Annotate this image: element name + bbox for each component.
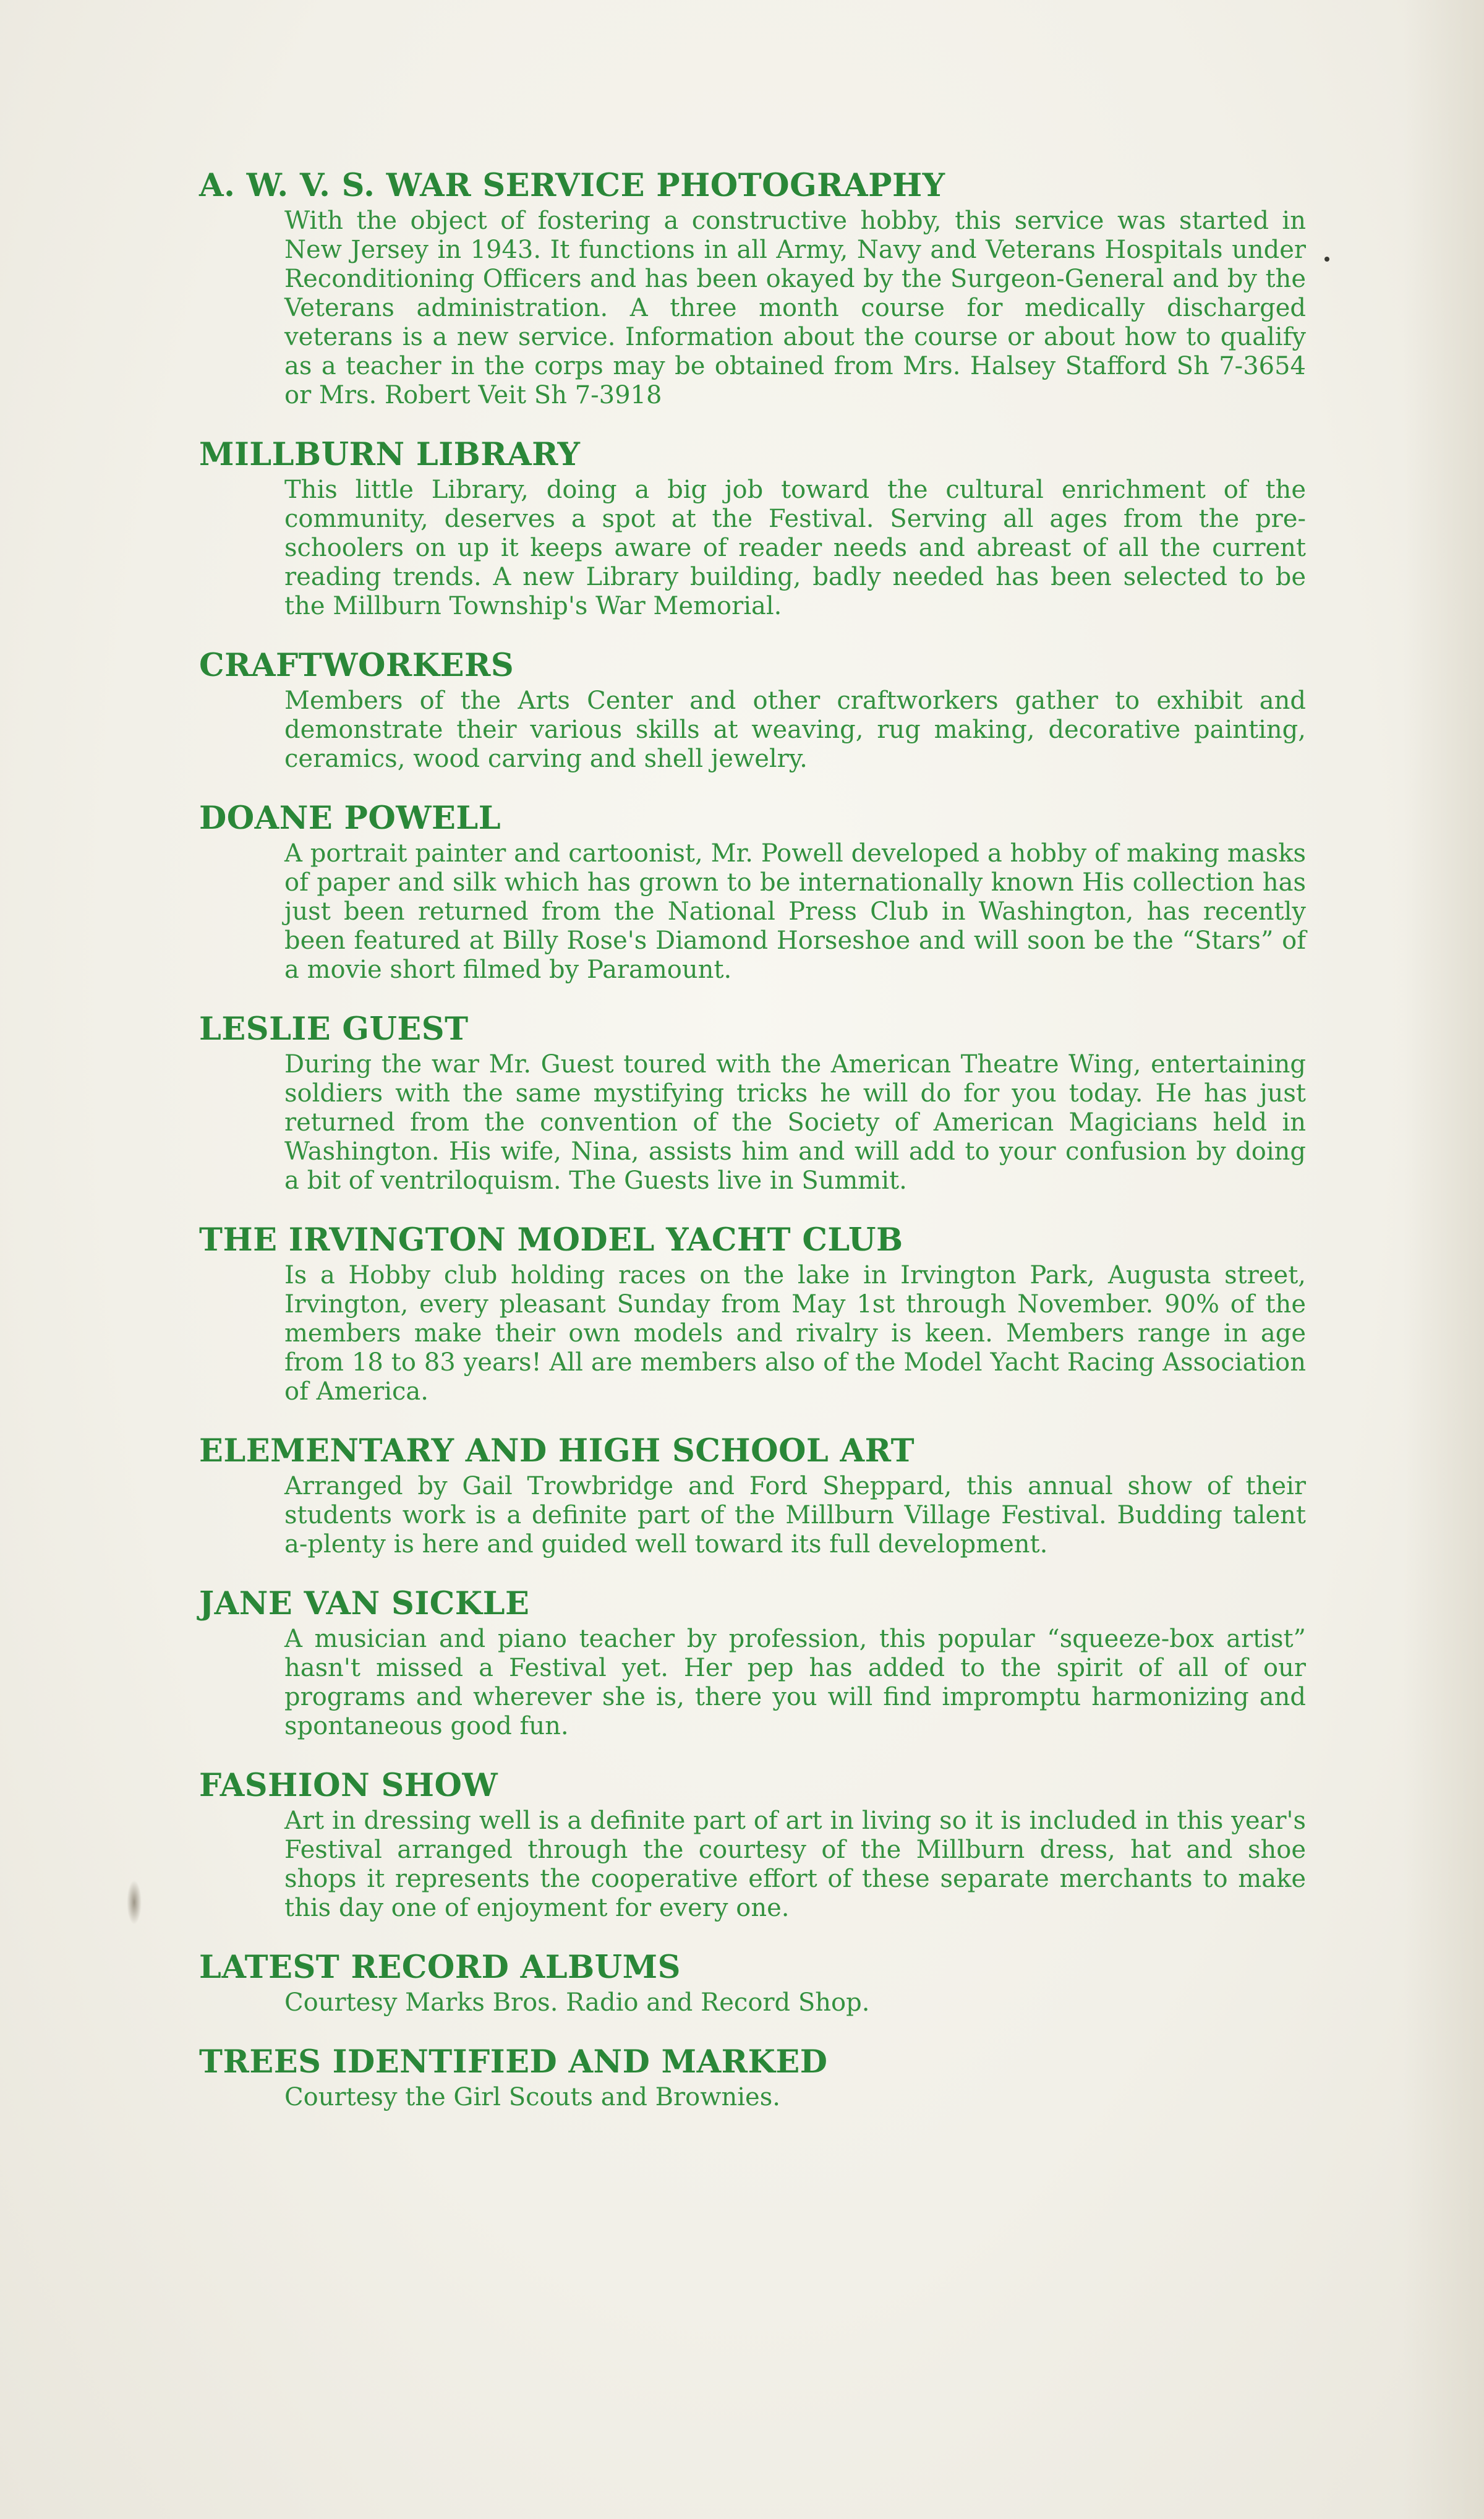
program-listing [199,166,1306,2137]
page-edge-shadow [1404,0,1484,2519]
section-fashion-show [199,1766,1306,1923]
section-body: Courtesy Marks Bros. Radio and Record Shop. [284,1988,870,2017]
section-trees-identified [199,2042,1306,2112]
section-body: With the object of fostering a constructive hobby, this service was started in New Jersey in 1943. It functions in all Army, Navy and Veterans Hospitals under Reconditioning Officers and has been okayed by the Surgeon-General and by the Veterans administration. A three month course for medically discharged veterans is a new service. Information about the course or about how to qualify as a teacher in the corps may be obtained from Mrs. Halsey Stafford Sh 7-3654 or Mrs. Robert Veit Sh 7-3918 [284,207,1306,409]
section-body: A musician and piano teacher by profession, this popular “squeeze-box artist” hasn't missed a Festival yet. Her pep has added to the spirit of all of our programs and wherever she is, there you will find impromptu harmonizing and spontaneous good fun. [284,1625,1306,1740]
section-jane-van-sickle [199,1584,1306,1741]
section-doane-powell [199,798,1306,985]
section-body: During the war Mr. Guest toured with the American Theatre Wing, entertaining soldiers with the same mystifying tricks he will do for you today. He has just returned from the convention of the Society of American Magicians held in Washington. His wife, Nina, assists him and will add to your confusion by doing a bit of ventriloquism. The Guests live in Summit. [284,1050,1306,1195]
section-irvington-model-yacht-club [199,1220,1306,1406]
section-body: Arranged by Gail Trowbridge and Ford Sheppard, this annual show of their students work is a definite part of the Millburn Village Festival. Budding talent a-plenty is here and guided well toward its full development. [284,1472,1306,1559]
section-heading: LATEST RECORD ALBUMS [199,1949,681,1986]
section-body: This little Library, doing a big job toward the cultural enrichment of the community, deserves a spot at the Festival. Serving all ages from the pre-schoolers on up it keeps aware of reader needs and abreast of all the current reading trends. A new Library building, badly needed has been selected to be the Millburn Township's War Memorial. [284,476,1306,620]
section-body: Courtesy the Girl Scouts and Brownies. [284,2083,780,2111]
section-war-service-photography [199,166,1306,410]
section-heading: JANE VAN SICKLE [199,1585,530,1622]
section-record-albums [199,1948,1306,2017]
section-body: Members of the Arts Center and other craftworkers gather to exhibit and demonstrate their various skills at weaving, rug making, decorative painting, ceramics, wood carving and shell jewelry. [284,686,1306,773]
section-leslie-guest [199,1009,1306,1195]
section-heading: ELEMENTARY AND HIGH SCHOOL ART [199,1432,915,1469]
section-heading: A. W. V. S. WAR SERVICE PHOTOGRAPHY [199,167,945,204]
section-school-art [199,1431,1306,1559]
section-heading: CRAFTWORKERS [199,647,514,684]
ink-speck [1324,257,1329,262]
section-craftworkers [199,646,1306,774]
section-body: A portrait painter and cartoonist, Mr. Powell developed a hobby of making masks of paper and silk which has grown to be internationally known His collection has just been returned from the National Press Club in Washington, has recently been featured at Billy Rose's Diamond Horseshoe and will soon be the “Stars” of a movie short filmed by Paramount. [284,839,1306,984]
section-millburn-library [199,435,1306,621]
section-heading: TREES IDENTIFIED AND MARKED [199,2043,828,2081]
section-heading: DOANE POWELL [199,800,501,837]
section-body: Art in dressing well is a definite part of art in living so it is included in this year's Festival arranged through the courtesy of the Millburn dress, hat and shoe shops it represents the cooperative effort of these separate merchants to make this day one of enjoyment for every one. [284,1807,1306,1922]
section-heading: THE IRVINGTON MODEL YACHT CLUB [199,1221,903,1259]
section-heading: LESLIE GUEST [199,1011,469,1048]
section-heading: MILLBURN LIBRARY [199,436,581,473]
section-heading: FASHION SHOW [199,1767,498,1804]
paper-smudge [127,1880,142,1925]
section-body: Is a Hobby club holding races on the lake in Irvington Park, Augusta street, Irvington, every pleasant Sunday from May 1st through November. 90% of the members make their own models and rivalry is keen. Members range in age from 18 to 83 years! All are members also of the Model Yacht Racing Association of America. [284,1261,1306,1406]
